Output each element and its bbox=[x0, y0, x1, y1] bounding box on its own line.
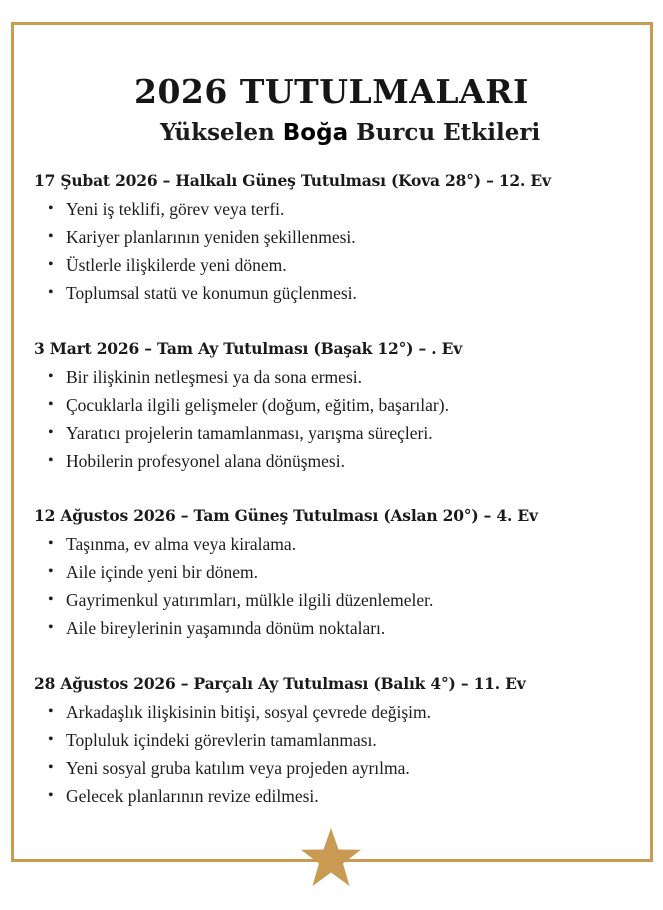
page-subtitle bbox=[160, 119, 540, 146]
subtitle-zodiac-sign: Boğa bbox=[282, 120, 349, 146]
list-item bbox=[34, 558, 634, 586]
section-heading: 17 Şubat 2026 – Halkalı Güneş Tutulması (Kova 28°) – 12. Ev bbox=[34, 171, 551, 190]
list-item bbox=[34, 419, 634, 447]
bullet-icon: • bbox=[48, 787, 54, 804]
list-item-text: Kariyer planlarının yeniden şekillenmesi. bbox=[66, 227, 356, 247]
section-heading: 28 Ağustos 2026 – Parçalı Ay Tutulması (Balık 4°) – 11. Ev bbox=[34, 674, 526, 693]
bullet-icon: • bbox=[48, 368, 54, 385]
list-item bbox=[34, 391, 634, 419]
list-item bbox=[34, 195, 634, 223]
list-item-text: Bir ilişkinin netleşmesi ya da sona ermesi. bbox=[66, 367, 362, 387]
eclipse-section-1 bbox=[34, 167, 634, 307]
list-item bbox=[34, 279, 634, 307]
list-item-text: Üstlerle ilişkilerde yeni dönem. bbox=[66, 255, 287, 275]
eclipse-section-4 bbox=[34, 670, 634, 810]
bullet-icon: • bbox=[48, 703, 54, 720]
eclipse-section-2 bbox=[34, 335, 634, 475]
list-item-text: Gelecek planlarının revize edilmesi. bbox=[66, 786, 319, 806]
bullet-icon: • bbox=[48, 228, 54, 245]
list-item-text: Yeni sosyal gruba katılım veya projeden ayrılma. bbox=[66, 758, 410, 778]
star-shape bbox=[301, 828, 361, 886]
list-item-text: Gayrimenkul yatırımları, mülkle ilgili düzenlemeler. bbox=[66, 590, 434, 610]
bullet-icon: • bbox=[48, 284, 54, 301]
list-item bbox=[34, 223, 634, 251]
list-item bbox=[34, 251, 634, 279]
bullet-icon: • bbox=[48, 200, 54, 217]
subtitle-prefix: Yükselen bbox=[160, 119, 275, 146]
list-item-text: Aile bireylerinin yaşamında dönüm noktaları. bbox=[66, 618, 386, 638]
list-item bbox=[34, 698, 634, 726]
bullet-icon: • bbox=[48, 535, 54, 552]
effects-list bbox=[34, 698, 634, 810]
bullet-icon: • bbox=[48, 396, 54, 413]
list-item-text: Arkadaşlık ilişkisinin bitişi, sosyal çevrede değişim. bbox=[66, 702, 432, 722]
bullet-icon: • bbox=[48, 452, 54, 469]
list-item-text: Aile içinde yeni bir dönem. bbox=[66, 562, 258, 582]
list-item bbox=[34, 614, 634, 642]
list-item bbox=[34, 363, 634, 391]
bullet-icon: • bbox=[48, 731, 54, 748]
list-item-text: Topluluk içindeki görevlerin tamamlanması. bbox=[66, 730, 377, 750]
list-item bbox=[34, 754, 634, 782]
subtitle-suffix: Burcu Etkileri bbox=[356, 119, 541, 146]
effects-list bbox=[34, 530, 634, 642]
list-item bbox=[34, 530, 634, 558]
list-item-text: Hobilerin profesyonel alana dönüşmesi. bbox=[66, 451, 345, 471]
list-item-text: Taşınma, ev alma veya kiralama. bbox=[66, 534, 297, 554]
list-item-text: Yeni iş teklifi, görev veya terfi. bbox=[66, 199, 285, 219]
bullet-icon: • bbox=[48, 759, 54, 776]
list-item bbox=[34, 726, 634, 754]
page-title: 2026 TUTULMALARI bbox=[133, 72, 529, 111]
section-heading: 3 Mart 2026 – Tam Ay Tutulması (Başak 12°) – . Ev bbox=[34, 339, 463, 358]
list-item-text: Yaratıcı projelerin tamamlanması, yarışma süreçleri. bbox=[66, 423, 433, 443]
list-item bbox=[34, 447, 634, 475]
effects-list bbox=[34, 363, 634, 475]
eclipse-section-3 bbox=[34, 502, 634, 642]
bullet-icon: • bbox=[48, 424, 54, 441]
list-item-text: Toplumsal statü ve konumun güçlenmesi. bbox=[66, 283, 357, 303]
bullet-icon: • bbox=[48, 591, 54, 608]
bullet-icon: • bbox=[48, 619, 54, 636]
list-item bbox=[34, 782, 634, 810]
bullet-icon: • bbox=[48, 563, 54, 580]
list-item-text: Çocuklarla ilgili gelişmeler (doğum, eğitim, başarılar). bbox=[66, 395, 449, 415]
list-item bbox=[34, 586, 634, 614]
bullet-icon: • bbox=[48, 256, 54, 273]
section-heading: 12 Ağustos 2026 – Tam Güneş Tutulması (Aslan 20°) – 4. Ev bbox=[34, 506, 538, 525]
star-icon bbox=[299, 827, 363, 889]
effects-list bbox=[34, 195, 634, 307]
